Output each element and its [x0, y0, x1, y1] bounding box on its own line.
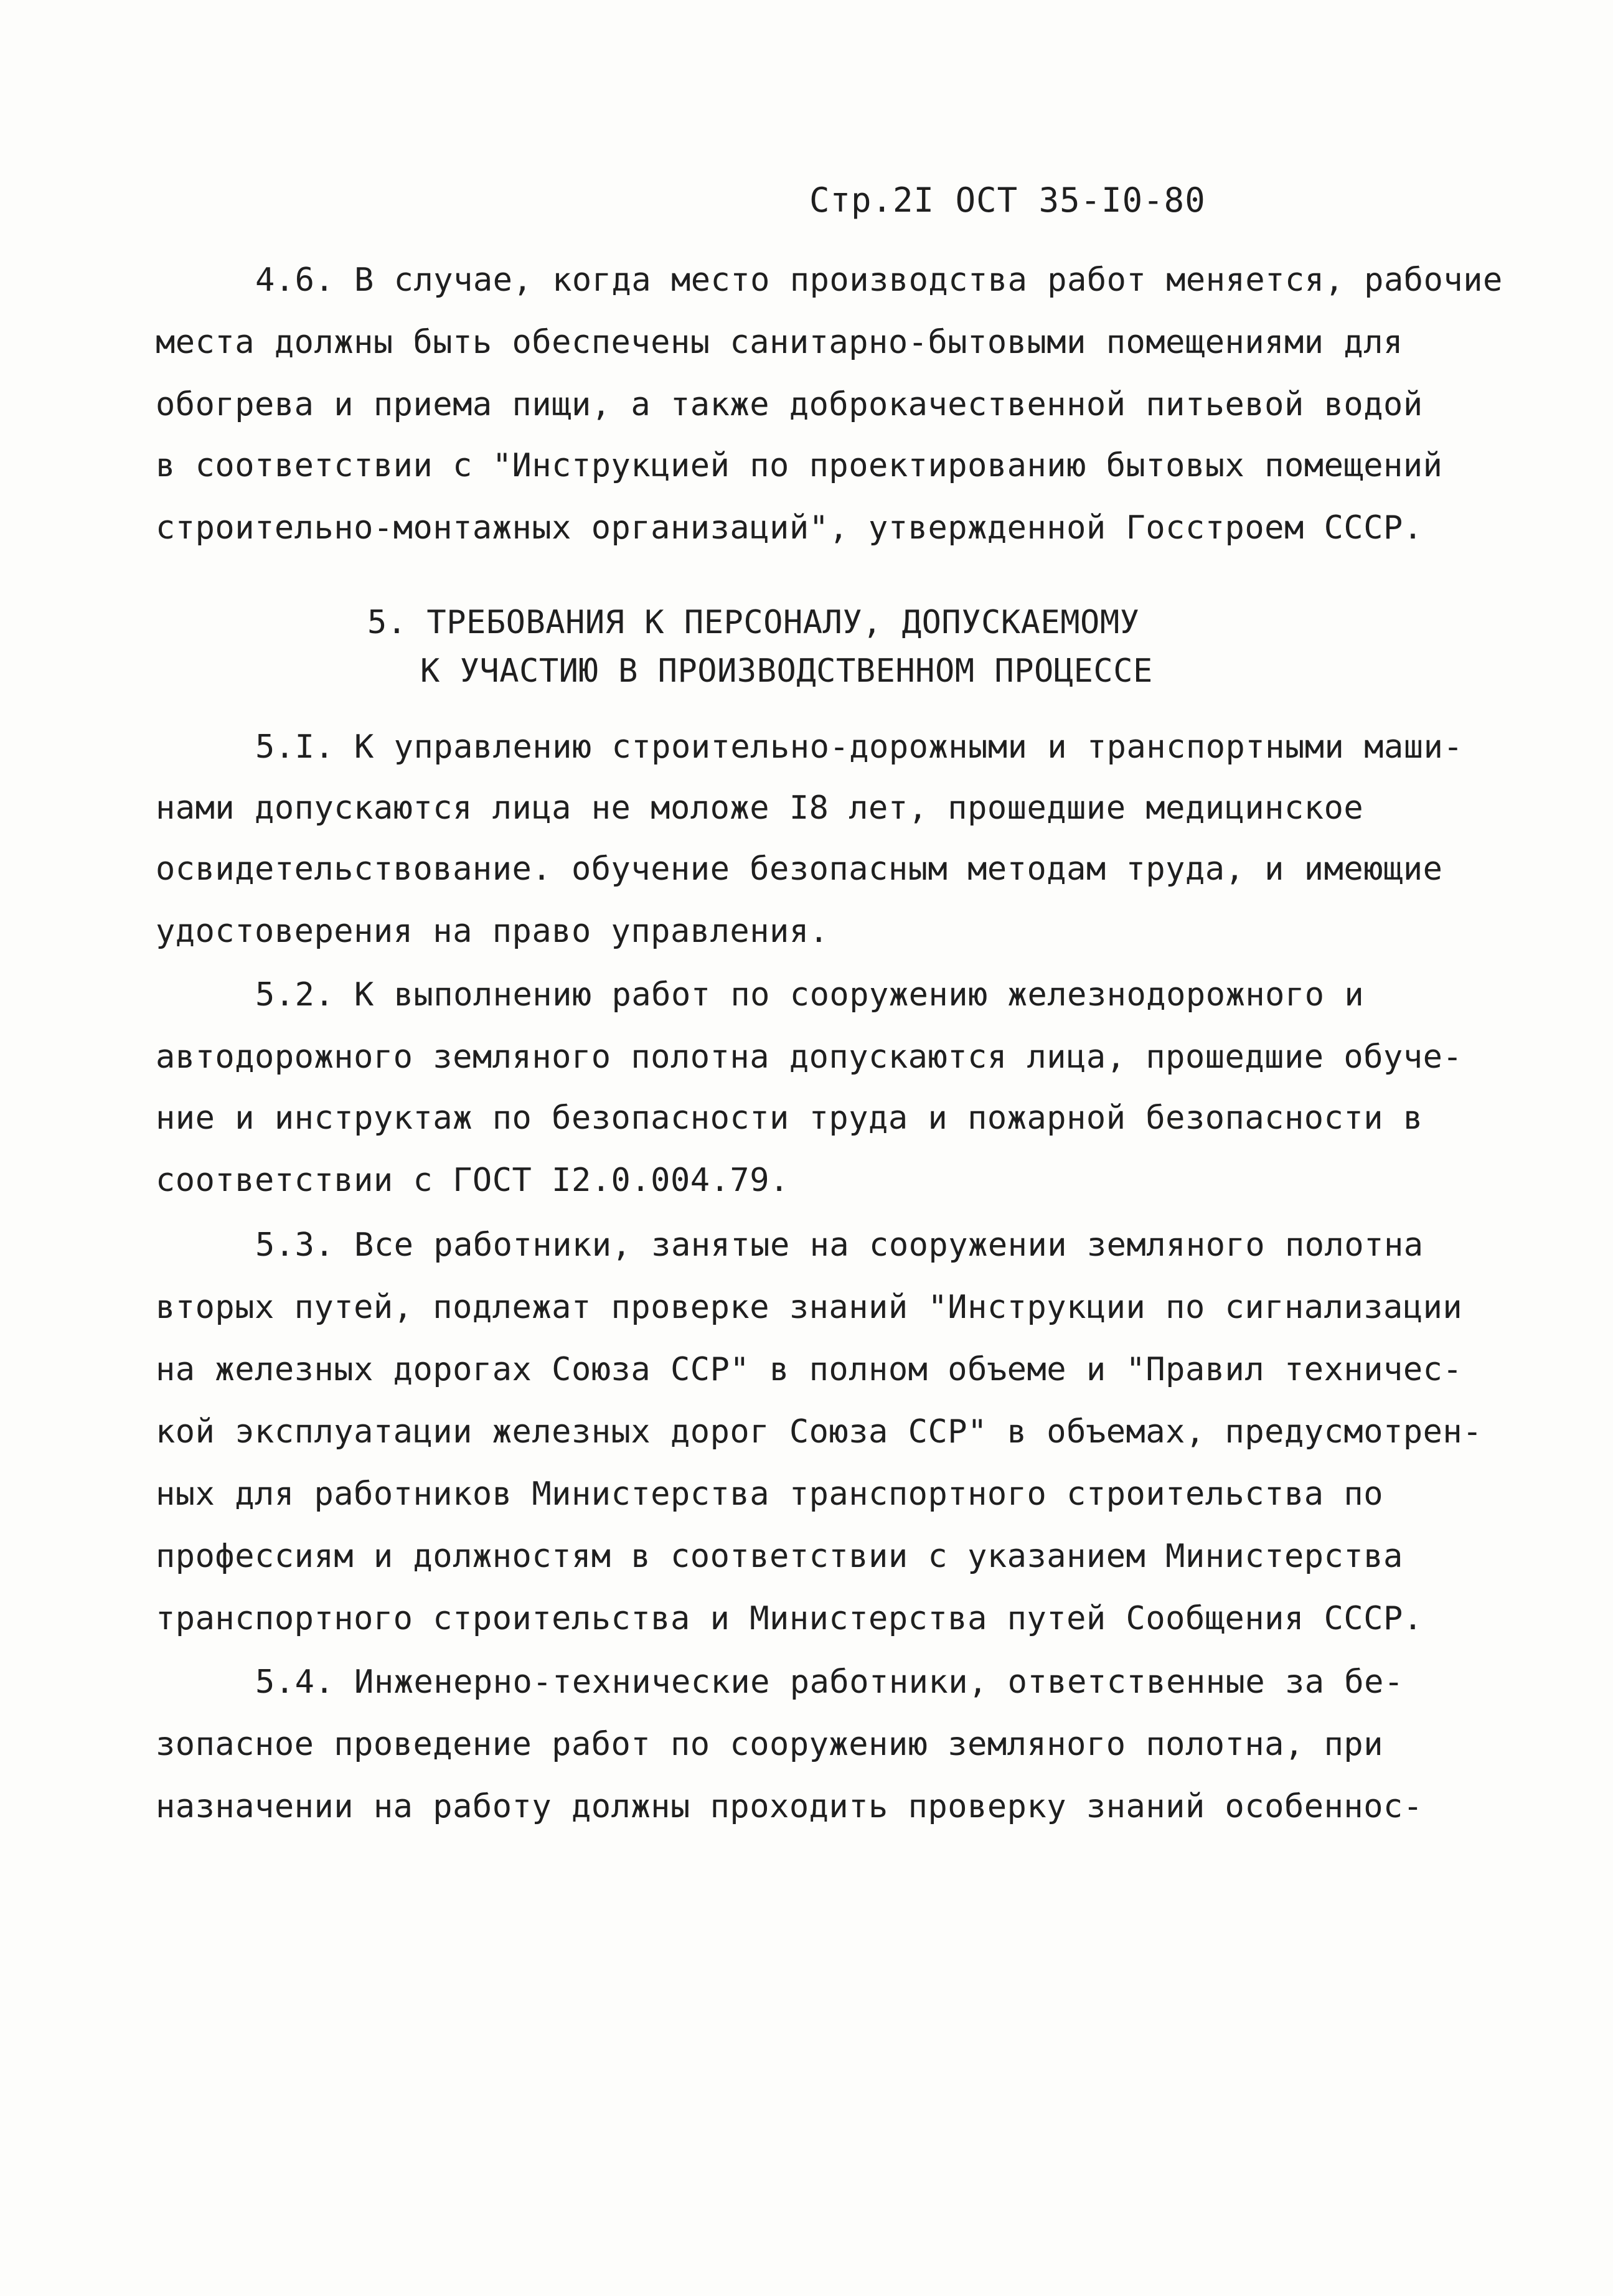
- p53-line-7: транспортного строительства и Министерства путей Сообщения СССР.: [156, 1600, 1423, 1637]
- p52-line-1: 5.2. К выполнению работ по сооружению железнодорожного и: [255, 976, 1365, 1014]
- page-header: Стр.2I ОСТ 35-I0-80: [809, 181, 1206, 220]
- p53-line-3: на железных дорогах Союза ССР" в полном объеме и "Правил техничес-: [156, 1351, 1463, 1388]
- p53-line-5: ных для работников Министерства транспортного строительства по: [156, 1475, 1384, 1513]
- section-5-heading-line-2: К УЧАСТИЮ В ПРОИЗВОДСТВЕННОМ ПРОЦЕССЕ: [420, 652, 1153, 690]
- p53-line-1: 5.3. Все работники, занятые на сооружении земляного полотна: [255, 1226, 1424, 1264]
- p51-line-1: 5.I. К управлению строительно-дорожными и транспортными маши-: [255, 728, 1464, 766]
- p51-line-2: нами допускаются лица не моложе I8 лет, прошедшие медицинское: [156, 789, 1364, 827]
- p54-line-2: зопасное проведение работ по сооружению земляного полотна, при: [156, 1726, 1384, 1763]
- p46-line-4: в соответствии с "Инструкцией по проектированию бытовых помещений: [156, 447, 1443, 484]
- p46-line-3: обогрева и приема пищи, а также доброкачественной питьевой водой: [156, 386, 1423, 423]
- p46-line-5: строительно-монтажных организаций", утвержденной Госстроем СССР.: [156, 509, 1423, 547]
- p52-line-2: автодорожного земляного полотна допускаются лица, прошедшие обуче-: [156, 1038, 1463, 1076]
- p53-line-6: профессиям и должностям в соответствии с указанием Министерства: [156, 1538, 1403, 1575]
- p53-line-4: кой эксплуатации железных дорог Союза ССР" в объемах, предусмотрен-: [156, 1413, 1483, 1451]
- p52-line-4: соответствии с ГОСТ I2.0.004.79.: [156, 1162, 789, 1199]
- p51-line-3: освидетельствование. обучение безопасным методам труда, и имеющие: [156, 850, 1443, 888]
- p46-line-1: 4.6. В случае, когда место производства работ меняется, рабочие: [255, 261, 1503, 299]
- p46-line-2: места должны быть обеспечены санитарно-бытовыми помещениями для: [156, 324, 1403, 361]
- p53-line-2: вторых путей, подлежат проверке знаний "Инструкции по сигнализации: [156, 1289, 1463, 1326]
- p54-line-3: назначении на работу должны проходить проверку знаний особеннос-: [156, 1788, 1423, 1825]
- section-5-heading-line-1: 5. ТРЕБОВАНИЯ К ПЕРСОНАЛУ, ДОПУСКАЕМОМУ: [367, 604, 1140, 641]
- p51-line-4: удостоверения на право управления.: [156, 913, 829, 950]
- p54-line-1: 5.4. Инженерно-технические работники, ответственные за бе-: [255, 1663, 1404, 1701]
- p52-line-3: ние и инструктаж по безопасности труда и пожарной безопасности в: [156, 1099, 1423, 1137]
